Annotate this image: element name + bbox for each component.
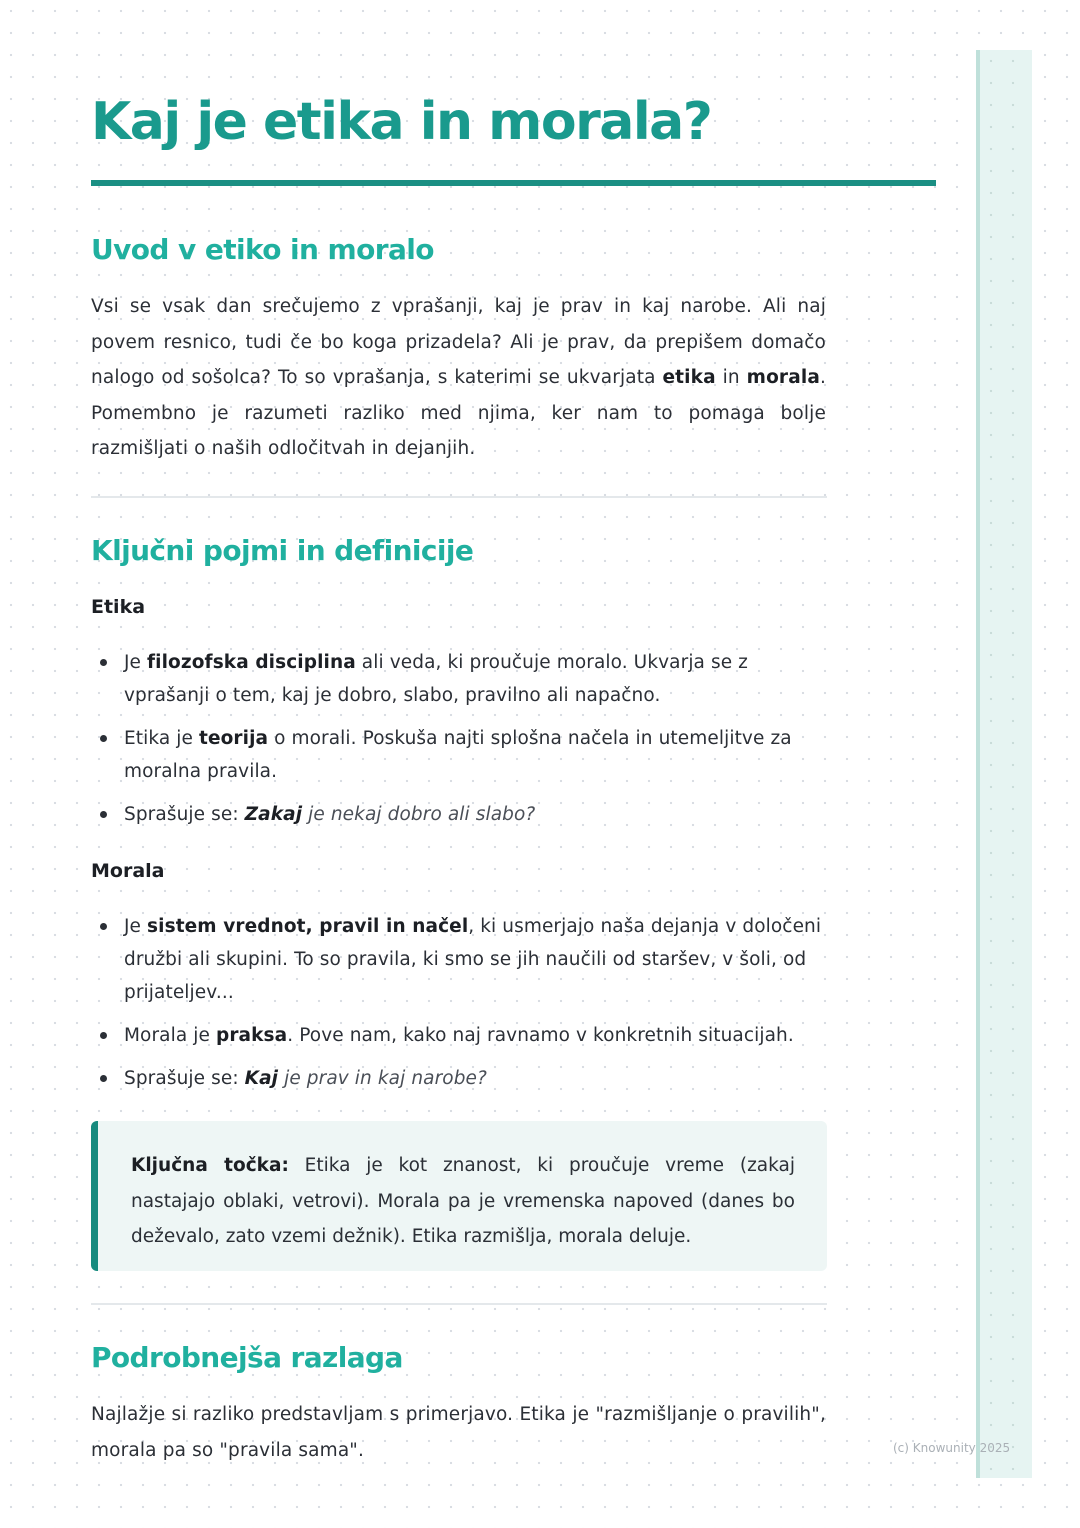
etika-list: [91, 646, 826, 841]
list-item: [91, 910, 826, 1009]
item-bold: sistem vrednot, pravil in načel: [147, 916, 469, 937]
intro-text-2: in: [715, 367, 747, 388]
item-bold-italic: Zakaj: [244, 804, 303, 825]
item-bold: teorija: [199, 728, 269, 749]
intro-bold-etika: etika: [662, 367, 716, 388]
detail-paragraph: Najlažje si razliko predstavljam s primerjavo. Etika je "razmišljanje o pravilih", morala pa so "pravila sama".: [91, 1404, 826, 1461]
item-text: . Pove nam, kako naj ravnamo v konkretnih situacijah.: [287, 1025, 794, 1046]
item-text: , ki usmerjajo naša dejanja v določeni družbi ali skupini. To so pravila, ki smo se jih naučili od staršev, v šoli, od prijateljev...: [124, 916, 822, 1003]
callout-label: Ključna točka:: [131, 1155, 289, 1176]
item-bold-italic: Kaj: [244, 1068, 279, 1089]
item-text: Sprašuje se:: [124, 804, 245, 825]
section-heading-intro: Uvod v etiko in moralo: [91, 233, 434, 266]
item-bold: filozofska disciplina: [147, 652, 356, 673]
item-italic: je prav in kaj narobe?: [278, 1068, 487, 1089]
section-divider: [91, 1303, 827, 1305]
morala-list: [91, 910, 826, 1105]
list-item: [91, 1019, 826, 1052]
item-text: Etika je: [124, 728, 199, 749]
section-divider: [91, 496, 827, 498]
list-item: [91, 798, 826, 831]
copyright-notice: (c) Knowunity 2025: [893, 1441, 1011, 1455]
list-item: [91, 646, 826, 712]
section-heading-detail: Podrobnejša razlaga: [91, 1341, 403, 1374]
item-text: ali veda, ki proučuje moralo. Ukvarja se z vprašanji o tem, kaj je dobro, slabo, pravilno ali napačno.: [124, 652, 748, 706]
item-text: Sprašuje se:: [124, 1068, 245, 1089]
item-text: Morala je: [124, 1025, 216, 1046]
item-text: Je: [124, 916, 148, 937]
item-bold: praksa: [215, 1025, 288, 1046]
item-text: Je: [124, 652, 148, 673]
callout-body: Etika je kot znanost, ki proučuje vreme (zakaj nastajajo oblaki, vetrovi). Morala pa je vremenska napoved (danes bo deževalo, zato vzemi dežnik). Etika razmišlja, morala deluje.: [131, 1155, 795, 1247]
item-italic: je nekaj dobro ali slabo?: [302, 804, 536, 825]
subheading-morala: Morala: [91, 860, 165, 882]
margin-strip: [976, 50, 1032, 1478]
intro-text-3: . Pomembno je razumeti razliko med njima, ker nam to pomaga bolje razmišljati o naših odločitvah in dejanjih.: [91, 367, 826, 459]
intro-text-1: Vsi se vsak dan srečujemo z vprašanji, kaj je prav in kaj narobe. Ali naj povem resnico, tudi če bo koga prizadela? Ali je prav, da prepišem domačo nalogo od sošolca? To so vprašanja, s katerimi se ukvarjata: [91, 296, 826, 388]
item-text: o morali. Poskuša najti splošna načela in utemeljitve za moralna pravila.: [124, 728, 792, 782]
key-point-callout: [91, 1121, 827, 1271]
intro-bold-morala: morala: [746, 367, 820, 388]
section-heading-concepts: Ključni pojmi in definicije: [91, 534, 474, 567]
page-title: Kaj je etika in morala?: [91, 92, 712, 152]
intro-paragraph: [91, 289, 826, 467]
subheading-etika: Etika: [91, 596, 146, 618]
list-item: [91, 1062, 826, 1095]
title-underline: [91, 180, 936, 186]
list-item: [91, 722, 826, 788]
callout-text: [131, 1148, 795, 1255]
